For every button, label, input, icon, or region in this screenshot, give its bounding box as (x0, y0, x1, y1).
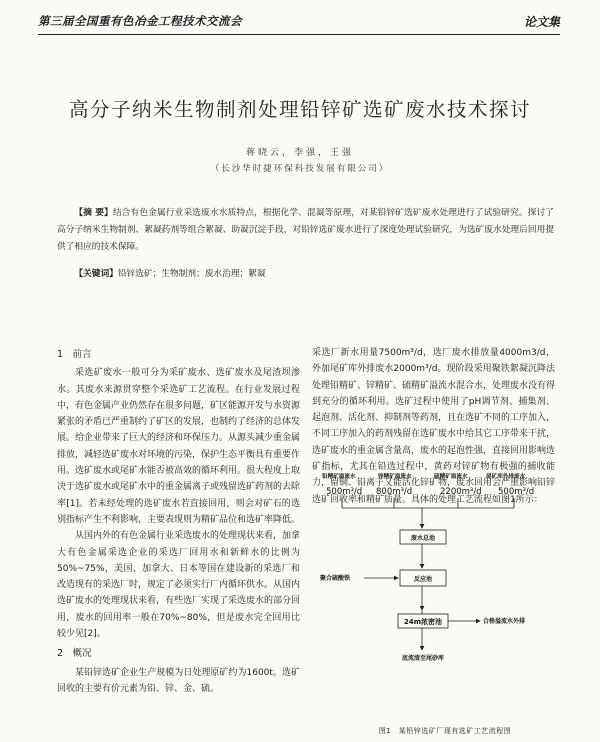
section-name: 论文集 (523, 14, 560, 29)
abstract (57, 205, 554, 256)
label-reaction-tank: 反应池 (413, 576, 433, 583)
process-flowchart (318, 472, 558, 694)
flow-sulfur: 2200m³/d (440, 487, 482, 497)
keywords-text: 铅锌选矿；生物制剂；废水治理；絮凝 (117, 269, 266, 279)
section-heading-intro: 1 前言 (57, 349, 92, 360)
overview-paragraph: 某铅锌选矿企业生产规模为日处理原矿约为1600t。选矿回收的主要有价元素为铅、锌、金、硫。 (57, 667, 300, 694)
figure-caption: 图1 某铅锌选矿厂现有选矿工艺流程图 (378, 727, 512, 735)
label-underflow: 底流渣至尾砂库 (401, 655, 445, 662)
keywords (57, 266, 554, 283)
affiliation: （长沙华时捷环保科技发展有限公司） (210, 164, 390, 174)
process-paragraph: 采选厂新水用量7500m³/d，选厂废水排放量4000m3/d，外加尾矿库外排废水2000m³/d。现阶段采用聚铁絮凝沉降法处理铅精矿、锌精矿、硫精矿溢流水混合水，处理废水没有得到充分的循环利用。选矿过程中使用了pH调节剂、捕集剂、起泡剂、活化剂、抑制剂等药剂，且在选矿不同的工序加入，不同工序加入的药剂残留在选矿废水中给其它工序带来干扰，选矿废水的重金属含量高，废水的起泡性强，直接回用影响选矿指标，尤其在铅选过程中，黄药对锌矿物有极强的捕收能力，留铜、铅离子又能活化锌矿物，废水回用会严重影响铅锌选矿回收率和精矿质量。具体的处理工艺流程如图1所示： (312, 348, 556, 505)
running-header (38, 11, 560, 35)
source-tailings-effluent: 尾矿库外排废水 (486, 474, 526, 480)
left-column (57, 347, 300, 697)
label-thickener: 24m浓密池 (403, 618, 443, 626)
label-pfs-input: 聚合硫酸铁 (320, 575, 351, 582)
authors: 蒋晓云，李强，王强 (245, 148, 354, 158)
source-lead-overflow: 铅精矿溢流水 (322, 474, 356, 480)
flow-zinc: 800m³/d (376, 487, 413, 497)
label-qualified-overflow: 合格溢流水外排 (483, 618, 526, 625)
conference-name: 第三届全国重有色冶金工程技术交流会 (38, 14, 242, 28)
paper-title: 高分子纳米生物制剂处理铅锌矿选矿废水技术探讨 (68, 98, 531, 121)
intro-paragraph-2: 从国内外的有色金属行业采选废水的处理现状来看，加拿大有色金属采选企业的采选厂回用水和新鲜水的比例为50%~75%，美国、加拿大、日本等国在建设新的采选厂和改造现有的采选厂时，规定了必须实行厂内循环供水。从国内选矿废水的处理现状来看，有些选厂实现了采选废水的部分回用，废水的回用率一般在70%~80%，但是废水完全回用比较少见[2]。 (57, 531, 301, 640)
source-sulfur-overflow: 硫精矿溢流水 (434, 474, 468, 480)
label-total-tank: 废水总池 (410, 535, 436, 542)
keywords-label: 【关键词】 (74, 269, 118, 279)
flow-tailings: 500m³/d (498, 487, 535, 497)
section-heading-overview: 2 概况 (57, 648, 92, 660)
intro-paragraph-1: 采选矿废水一般可分为采矿废水、选矿废水及尾渣坝渗水。其废水来源贯穿整个采选矿工艺流程。在行业发展过程中，有色金属产业仍然存在很多问题，矿区能源开发与水资源紧张的矛盾已严重制约了矿区的发展，也制约了经济的总体发展。给企业带来了巨大的经济和环保压力。从源头减少重金属排放，减轻选矿废水对环境的污染，保护生态平衡具有重要作用。选矿废水或尾矿水能否被高效的循环利用。很大程度上取决于选矿废水或尾矿水中的重金属离子或残留选矿药剂的去除率[1]。若未经处理的选矿废水若直接回用，则会对矿石的选别指标产生不利影响，主要表现则为精矿品位和选矿率降低。 (57, 368, 301, 525)
abstract-label: 【摘 要】 (74, 208, 113, 218)
source-zinc-overflow: 锌精矿溢流水 (378, 474, 412, 480)
abstract-text: 结合有色金属行业采选废水水质特点，根据化学、混凝等原理，对某铅锌矿选矿废水处理进行了试验研究。探讨了高分子纳米生物制剂、絮凝药剂等组合絮凝、助凝沉淀手段，对铅锌选矿废水进行了深度处理试验研究，为选矿废水处理后回用提供了相应的技术保障。 (57, 208, 554, 252)
flow-lead: 500m³/d (326, 487, 363, 497)
